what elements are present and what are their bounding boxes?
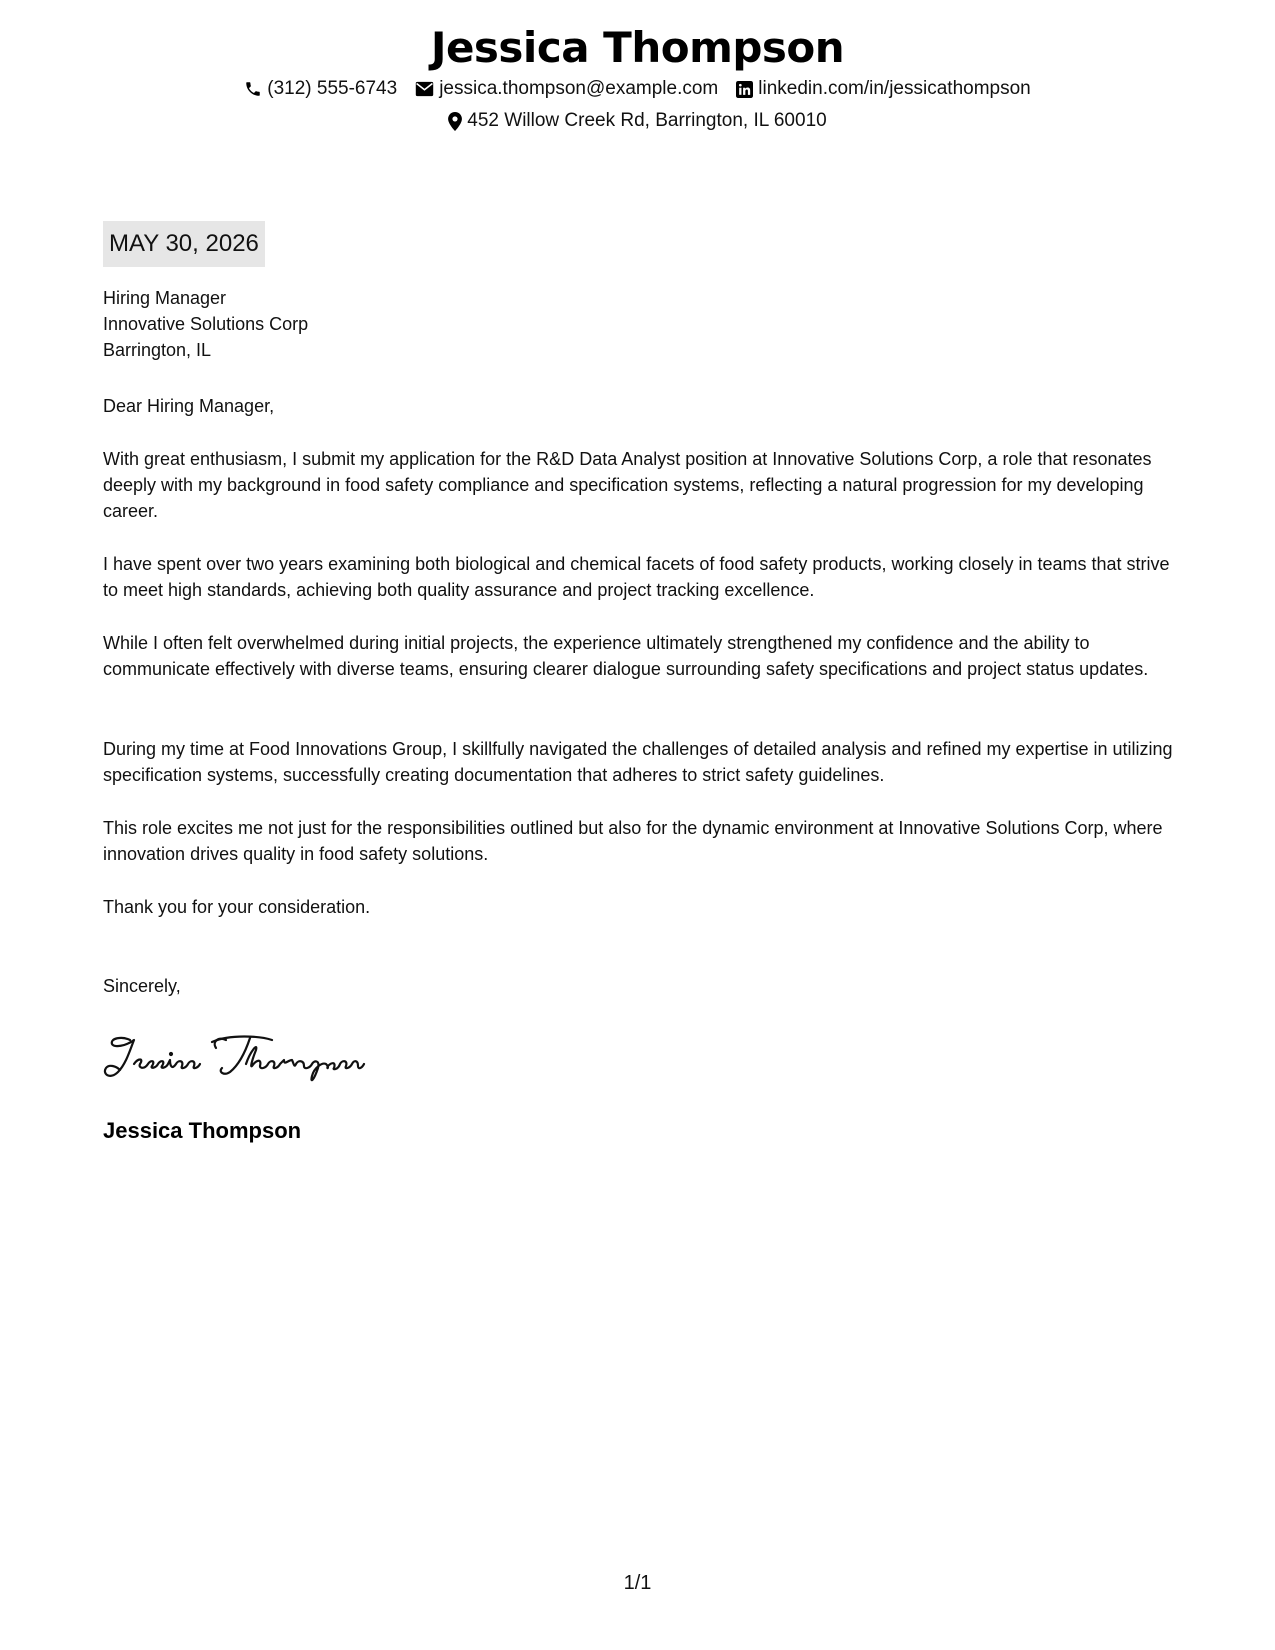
envelope-icon [415,81,434,97]
signer-name: Jessica Thompson [103,1118,302,1143]
contact-linkedin [736,76,1030,102]
recipient-line: Barrington, IL [103,340,212,360]
phone-icon [244,80,262,98]
contact-address [448,108,826,134]
body-paragraph: This role excites me not just for the responsibilities outlined but also for the dynamic environment at Innovative Solutions Corp, where innovation drives quality in food safety solutions. [103,818,1163,864]
thanks-line: Thank you for your consideration. [103,897,371,917]
body-paragraph: During my time at Food Innovations Group, I skillfully navigated the challenges of detailed analysis and refined my expertise in utilizing specification systems, successfully creating documentation that adheres to strict safety guidelines. [103,739,1173,785]
body-paragraph: I have spent over two years examining both biological and chemical facets of food safety products, working closely in teams that strive to meet high standards, achieving both quality assurance and project tracking excellence. [103,554,1170,600]
contact-email [415,76,718,102]
phone-text: (312) 555-6743 [267,78,398,99]
body-paragraph: With great enthusiasm, I submit my application for the R&D Data Analyst position at Innovative Solutions Corp, a role that resonates deeply with my background in food safety compliance and specification systems, reflecting a natural progression for my developing career. [103,449,1152,521]
closing-line: Sincerely, [103,976,181,996]
contact-row [0,76,1275,102]
linkedin-icon [736,81,753,98]
recipient-line: Hiring Manager [103,288,227,308]
recipient-line: Innovative Solutions Corp [103,314,309,334]
letter-header [0,22,1275,134]
recipient-block [103,285,1173,363]
map-marker-icon [448,112,462,131]
body-paragraph: While I often felt overwhelmed during initial projects, the experience ultimately strengthened my confidence and the ability to communicate effectively with diverse teams, ensuring clearer dialogue surrounding safety specifications and project status updates. [103,633,1149,679]
address-row [0,108,1275,134]
letter-date: MAY 30, 2026 [103,221,265,267]
linkedin-text: linkedin.com/in/jessicathompson [758,78,1031,99]
page-number: 1/1 [623,1572,652,1594]
address-text: 452 Willow Creek Rd, Barrington, IL 60010 [467,110,827,131]
email-text: jessica.thompson@example.com [439,78,719,99]
contact-phone [244,76,397,102]
handwritten-signature [100,1028,380,1088]
salutation: Dear Hiring Manager, [103,396,275,416]
applicant-name: Jessica Thompson [430,23,845,72]
